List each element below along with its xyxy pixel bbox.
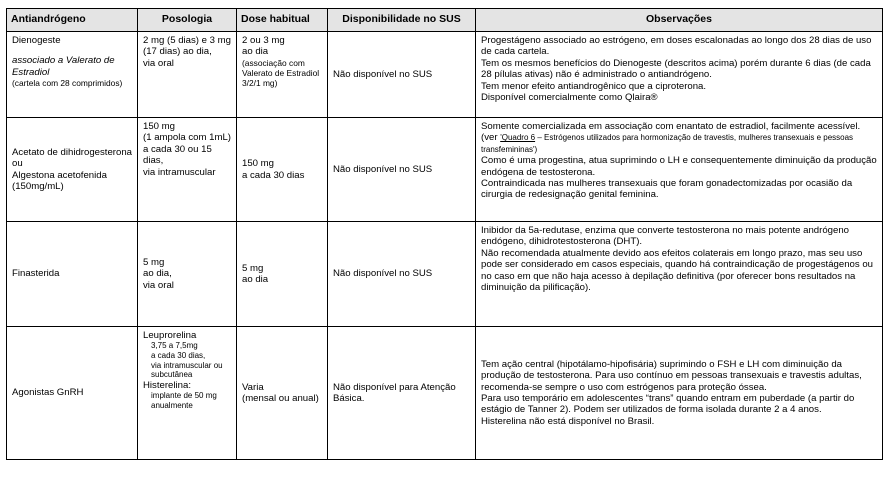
drug-name-cell: [7, 222, 138, 327]
dose-cell: Varia (mensal ou anual): [237, 327, 328, 460]
observations-cell: Tem ação central (hipotálamo-hipofisária) suprimindo o FSH e LH com diminuição da produção de testosterona. Para uso contínuo em pessoas transexuais e travestis adultas, recomenda-se sempre o uso com estrógenos para proteção óssea. Para uso temporário em adolescentes “trans” quando entram em puberdade (a partir do estágio de Tanner 2). Podem ser utilizados de forma isolada durante 2 a 4 anos. Histerelina não está disponível no Brasil.: [476, 327, 883, 460]
drug-name: Dienogeste: [12, 35, 61, 46]
observations-cell: Inibidor da 5a-redutase, enzima que converte testosterona no mais potente andrógeno endógeno, dihidrotestosterona (DHT). Não recomendada atualmente devido aos efeitos colaterais em longo prazo, mas seu uso pode ser considerado em casos especiais, quando há contraindicação de progestágenos ou no caso em que não haja acesso à depilação definitiva (por oferecer bons resultados na diminuição da pilificação).: [476, 222, 883, 327]
observations-cell: Somente comercializada em associação com enantato de estradiol, facilmente acessível. (ver 'Quadro 6 – Estrógenos utilizados para hormonização de travestis, mulheres transexuais e pessoas transfemininas') Como é uma progestina, atua suprimindo o LH e consequentemente diminuição da produção endógena de testosterona. Contraindicada nas mulheres transexuais que foram gonadectomizadas por ocasião da cirurgia de redesignação genital feminina.: [476, 118, 883, 222]
drug-name-cell: [7, 32, 138, 118]
drug-name-cell: [7, 327, 138, 460]
posology-cell: Leuprorelina 3,75 a 7,5mg a cada 30 dias, via intramuscular ou subcutânea Histerelina: implante de 50 mg anualmente: [138, 327, 237, 460]
drug-association: associado a Valerato de Estradiol: [12, 55, 115, 78]
header-usual-dose: Dose habitual: [237, 9, 328, 32]
sus-availability-cell: Não disponível no SUS: [328, 222, 476, 327]
header-sus-availability: Disponibilidade no SUS: [328, 9, 476, 32]
sus-availability-cell: Não disponível no SUS: [328, 118, 476, 222]
drug-name: Finasterida: [12, 268, 60, 280]
dose-cell: 5 mg ao dia: [237, 222, 328, 327]
table-row: [7, 222, 883, 327]
quadro-6-reference-link[interactable]: 'Quadro 6: [500, 133, 536, 143]
posology-cell: 2 mg (5 dias) e 3 mg (17 dias) ao dia, via oral: [138, 32, 237, 118]
observations-cell: Progestágeno associado ao estrógeno, em doses escalonadas ao longo dos 28 dias de uso de cada cartela. Tem os mesmos benefícios do Dienogeste (descritos acima) porém durante 6 dias (de cada 28 pílulas ativas) não é administrado o antiandrógeno. Tem menor efeito antiandrogênico que a ciproterona. Disponível comercialmente como Qlaira®: [476, 32, 883, 118]
table-header-row: [7, 9, 883, 32]
table-row: [7, 327, 883, 460]
header-posology: Posologia: [138, 9, 237, 32]
drug-name: Acetato de dihidrogesterona: [12, 146, 133, 158]
posology-cell: 150 mg (1 ampola com 1mL) a cada 30 ou 15 dias, via intramuscular: [138, 118, 237, 222]
dose-cell: 150 mg a cada 30 dias: [237, 118, 328, 222]
drug-package-note: (cartela com 28 comprimidos): [12, 78, 123, 89]
table-row: [7, 118, 883, 222]
header-observations: Observações: [476, 9, 883, 32]
drug-name: Agonistas GnRH: [12, 387, 84, 399]
header-antiandrogen: Antiandrógeno: [7, 9, 138, 32]
sus-availability-cell: Não disponível no SUS: [328, 32, 476, 118]
dose-cell: 2 ou 3 mg ao dia (associação com Valerato de Estradiol 3/2/1 mg): [237, 32, 328, 118]
posology-cell: 5 mg ao dia, via oral: [138, 222, 237, 327]
antiandrogen-table: [6, 8, 883, 460]
drug-name-cell: Acetato de dihidrogesterona ou Algestona acetofenida (150mg/mL): [7, 118, 138, 222]
table-row: [7, 32, 883, 118]
sus-availability-cell: Não disponível para Atenção Básica.: [328, 327, 476, 460]
